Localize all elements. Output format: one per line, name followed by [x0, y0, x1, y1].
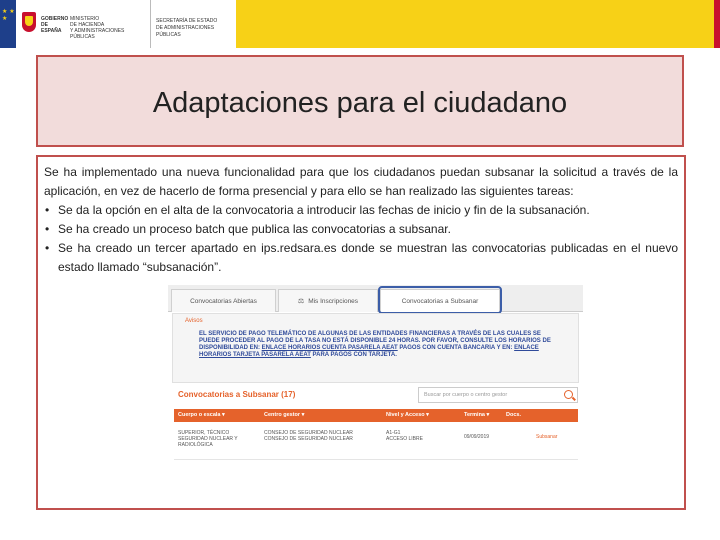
list-item-text: Se da la opción en el alta de la convocatoria a introducir las fechas de inicio y fin de la subsanación. — [58, 203, 590, 217]
list-item-text: Se ha creado un tercer apartado en ips.redsara.es donde se muestran las convocatorias publicadas en el nuevo estado llamado “subsanación”. — [58, 241, 678, 274]
slide-title-box — [36, 55, 684, 147]
card-hours-link[interactable]: ENLACE HORARIOS TARJETA PASARELA AEAT — [199, 345, 539, 358]
cell-termina: 09/09/2019 — [464, 434, 490, 440]
list-item — [44, 220, 678, 239]
content-box — [36, 155, 686, 510]
search-icon[interactable] — [564, 390, 573, 399]
tab-label: Mis Inscripciones — [308, 297, 359, 305]
bullet-icon: • — [45, 241, 50, 255]
tab-highlight-frame — [378, 286, 502, 314]
notice-text — [199, 331, 559, 359]
account-hours-link[interactable]: ENLACE HORARIOS CUENTA PASARELA AEAT — [261, 345, 398, 351]
notice-panel — [172, 313, 579, 383]
subsanar-link[interactable]: Subsanar — [536, 434, 558, 440]
section-title: Convocatorias a Subsanar (17) — [178, 390, 296, 399]
tab-convocatorias-abiertas[interactable] — [171, 289, 276, 312]
task-list — [44, 201, 678, 277]
table-header — [174, 409, 578, 422]
stars-icon: ★ ★ ★ — [2, 8, 15, 22]
embedded-screenshot — [168, 285, 583, 505]
bullet-icon: • — [45, 222, 50, 236]
cell-cuerpo: SUPERIOR, TÉCNICO SEGURIDAD NUCLEAR Y RADIOLÓGICA — [178, 430, 238, 448]
tab-bar — [168, 285, 583, 312]
list-item — [44, 201, 678, 220]
notice-title: Avisos — [185, 318, 203, 324]
list-item — [44, 239, 678, 277]
table-row — [174, 426, 578, 460]
slide-title: Adaptaciones para el ciudadano — [152, 86, 568, 119]
notice-text-part: PAGOS CON CUENTA BANCARIA Y EN: — [397, 345, 515, 351]
government-label: GOBIERNO DE ESPAÑA — [41, 16, 69, 34]
flag-corner — [710, 0, 720, 48]
secretariat-box — [150, 0, 236, 48]
column-header-cuerpo[interactable]: Cuerpo o escala ▾ — [178, 412, 225, 418]
tab-label: Convocatorias a Subsanar — [401, 297, 479, 305]
cell-nivel: A1-G1 ACCESO LIBRE — [386, 430, 423, 442]
scales-icon: ⚖ — [297, 298, 305, 305]
cell-centro: CONSEJO DE SEGURIDAD NUCLEAR CONSEJO DE SEGURIDAD NUCLEAR — [264, 430, 353, 442]
column-header-docs: Docs. — [506, 412, 521, 418]
tab-label: Convocatorias Abiertas — [190, 297, 257, 305]
notice-text-part: EL SERVICIO DE PAGO TELEMÁTICO DE ALGUNAS DE LAS ENTIDADES FINANCIERAS A TRAVÉS DE LAS CUALES SE PUEDE PROCEDER AL PAGO DE LA TASA NO ESTÁ DISPONIBLE 24 HORAS. POR FAVOR, CONSULTE LOS HORARIOS DE DISPONIBILIDAD EN: — [199, 331, 551, 351]
bullet-icon: • — [45, 203, 50, 217]
column-header-centro[interactable]: Centro gestor ▾ — [264, 412, 305, 418]
search-placeholder: Buscar por cuerpo o centro gestor — [424, 392, 508, 398]
list-item-text: Se ha creado un proceso batch que publica las convocatorias a subsanar. — [58, 222, 451, 236]
ministry-label: MINISTERIO DE HACIENDA Y ADMINISTRACIONES PÚBLICAS — [70, 16, 125, 40]
search-input[interactable] — [418, 387, 578, 403]
eu-flag-strip — [0, 0, 16, 48]
column-header-termina[interactable]: Termina ▾ — [464, 412, 490, 418]
column-header-nivel[interactable]: Nivel y Acceso ▾ — [386, 412, 429, 418]
coat-of-arms-icon — [22, 12, 36, 32]
secretariat-label: SECRETARÍA DE ESTADO DE ADMINISTRACIONES PÚBLICAS — [156, 18, 218, 38]
notice-text-part: PARA PAGOS CON TARJETA. — [310, 352, 397, 358]
intro-paragraph: Se ha implementado una nueva funcionalidad para que los ciudadanos puedan subsanar la solicitud a través de la aplicación, en vez de hacerlo de forma presencial y para ello se han realizado las siguientes tareas: — [44, 165, 678, 198]
header-bar — [0, 0, 720, 48]
tab-mis-inscripciones[interactable] — [278, 289, 378, 312]
